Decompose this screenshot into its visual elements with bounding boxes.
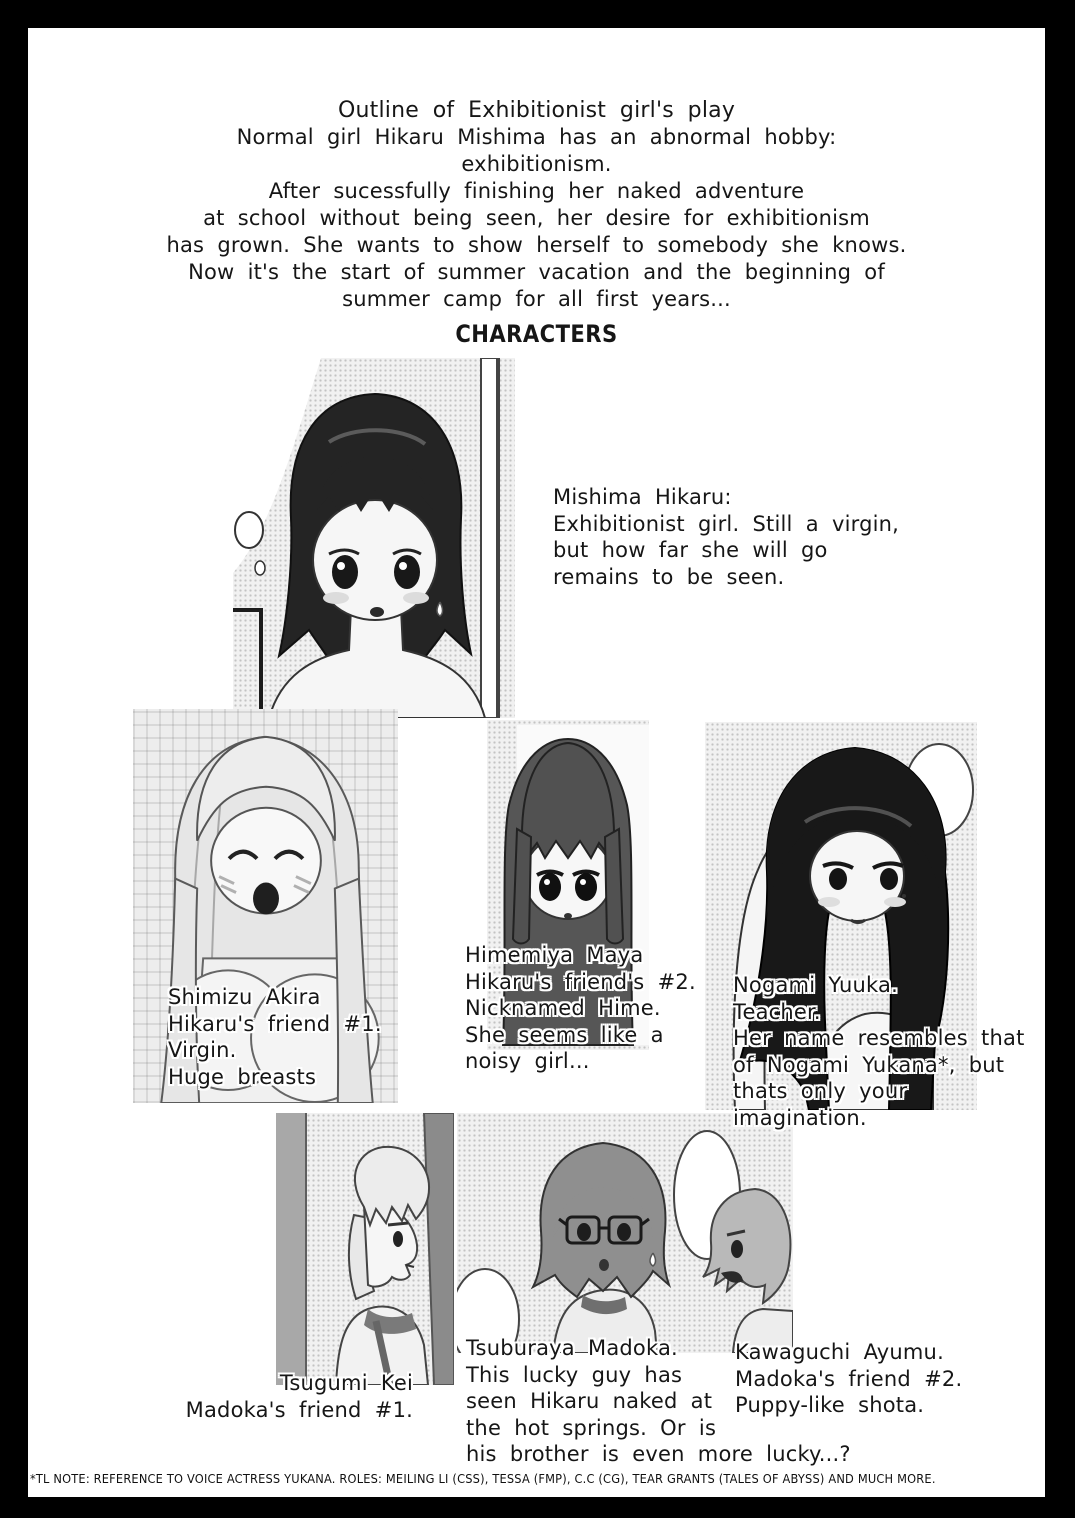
character-name: Shimizu Akira	[168, 985, 321, 1009]
description-line: Nicknamed Hime.	[465, 996, 661, 1020]
description-line: Exhibitionist girl. Still a virgin,	[553, 511, 900, 536]
page-content	[28, 28, 1045, 1497]
character-name: Himemiya Maya	[465, 943, 644, 967]
character-name: Tsugumi Kei	[279, 1371, 413, 1395]
description-line: Madoka's friend #2.	[735, 1366, 963, 1391]
description-line: seen Hikaru naked at	[466, 1389, 713, 1413]
description-line: Madoka's friend #1.	[185, 1397, 413, 1422]
madoka-ayumu-portrait-image	[457, 1113, 793, 1353]
akira-description	[168, 984, 382, 1090]
description-line: but how far she will go	[553, 538, 828, 562]
intro-line: Now it's the start of summer vacation and the beginning of	[188, 260, 885, 284]
character-name: Kawaguchi Ayumu.	[735, 1340, 944, 1364]
hikaru-portrait-image	[233, 358, 515, 718]
character-name: Nogami Yuuka.	[733, 973, 898, 997]
description-line: the hot springs. Or is	[466, 1415, 717, 1440]
character-name: Mishima Hikaru:	[553, 485, 732, 509]
kei-description	[183, 1370, 413, 1423]
kei-portrait-image	[276, 1113, 454, 1385]
description-line: Huge breasts	[168, 1064, 317, 1089]
intro-line: at school without being seen, her desire for exhibitionism	[203, 206, 870, 230]
description-line: noisy girl...	[465, 1049, 590, 1073]
description-line: Teacher.	[733, 999, 821, 1024]
description-line: remains to be seen.	[553, 564, 785, 589]
description-line: thats only your imagination.	[733, 1079, 908, 1130]
intro-line: summer camp for all first years...	[342, 287, 731, 311]
intro-line: exhibitionism.	[461, 152, 612, 176]
intro-paragraph	[28, 124, 1045, 313]
intro-line: has grown. She wants to show herself to somebody she knows.	[166, 233, 907, 257]
madoka-ayumu-illustration	[457, 1113, 793, 1353]
kei-illustration	[276, 1113, 454, 1385]
description-line: Virgin.	[168, 1038, 237, 1062]
description-line: his brother is even more lucky...?	[466, 1442, 851, 1466]
yuuka-description	[733, 972, 1045, 1131]
ayumu-description	[735, 1339, 962, 1419]
maya-description	[465, 942, 696, 1075]
translator-note: *TL NOTE: REFERENCE TO VOICE ACTRESS YUKANA. ROLES: MEILING LI (CSS), TESSA (FMP), C.C (CG), TEAR GRANTS (TALES OF ABYSS) AND MUCH MORE.	[30, 1472, 936, 1486]
hikaru-illustration	[233, 358, 515, 718]
page-title: Outline of Exhibitionist girl's play	[337, 98, 736, 123]
description-line: She seems like a	[465, 1022, 664, 1047]
characters-heading: CHARACTERS	[455, 320, 618, 348]
description-line: Puppy-like shota.	[735, 1393, 925, 1417]
description-line: Hikaru's friend #1.	[168, 1011, 382, 1036]
description-line: Her name resembles that	[733, 1026, 1025, 1050]
description-line: Hikaru's friend's #2.	[465, 969, 696, 994]
intro-line: After sucessfully finishing her naked adventure	[268, 179, 805, 203]
description-line: of Nogami Yukana*, but	[733, 1052, 1005, 1077]
intro-line: Normal girl Hikaru Mishima has an abnormal hobby:	[236, 125, 837, 149]
description-line: This lucky guy has	[466, 1362, 683, 1387]
character-name: Tsuburaya Madoka.	[466, 1336, 678, 1360]
hikaru-description	[553, 484, 899, 590]
